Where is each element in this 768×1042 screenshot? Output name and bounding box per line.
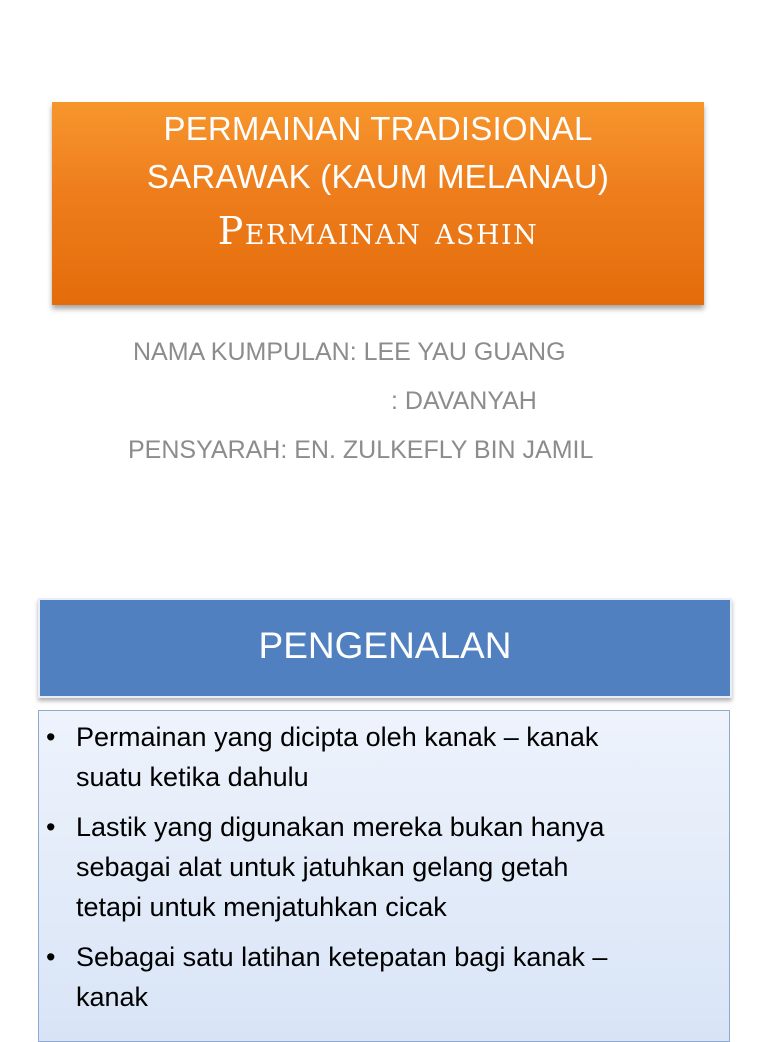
title-subtitle: Permainan ashin [217,209,539,253]
group-members-line: NAMA KUMPULAN: LEE YAU GUANG [133,338,566,366]
bullet-text-line: Lastik yang digunakan mereka bukan hanya [76,812,605,842]
lecturer-line: PENSYARAH: EN. ZULKEFLY BIN JAMIL [128,436,594,464]
bullet-text-line: tetapi untuk menjatuhkan cicak [76,892,447,922]
bullet-text-line: sebagai alat untuk jatuhkan gelang getah [76,852,569,882]
section-heading-banner [38,598,732,698]
title-line-1: PERMAINAN TRADISIONAL [163,110,593,147]
content-panel [38,710,730,1042]
bullet-marker: • [46,812,56,842]
bullet-text-line: Sebagai satu latihan ketepatan bagi kanak – [76,942,608,972]
introduction-slide [0,560,768,1024]
bullet-text-line: kanak [76,982,149,1012]
bullet-marker: • [46,942,56,972]
group-member-second: : DAVANYAH [391,387,537,415]
bullet-text-line: suatu ketika dahulu [76,762,309,792]
bullet-text [76,717,716,797]
title-banner [52,102,704,305]
bullet-text [76,937,716,1017]
title-line-2: SARAWAK (KAUM MELANAU) [146,158,610,195]
bullet-text [76,807,716,927]
bullet-marker: • [46,722,56,752]
bullet-text-line: Permainan yang dicipta oleh kanak – kanak [76,722,599,752]
section-heading: PENGENALAN [258,625,512,666]
